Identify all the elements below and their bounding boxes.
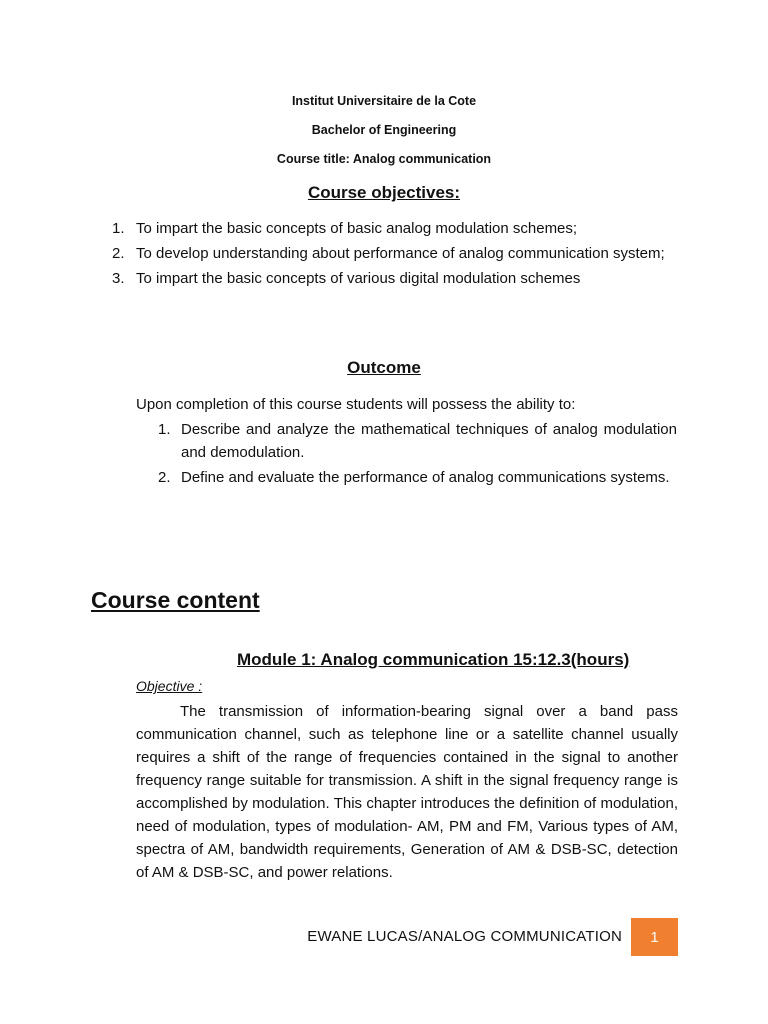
course-content-heading: Course content: [91, 587, 260, 613]
objectives-list: [112, 217, 677, 292]
footer-text: EWANE LUCAS/ANALOG COMMUNICATION: [307, 928, 622, 945]
list-item-text: Define and evaluate the performance of analog communications systems.: [181, 469, 670, 486]
list-item: [112, 217, 677, 240]
list-item-number: 2.: [158, 469, 171, 486]
outcome-list: [158, 418, 677, 491]
list-item: [112, 267, 677, 290]
outcome-intro: Upon completion of this course students will possess the ability to:: [136, 396, 576, 413]
program-name: Bachelor of Engineering: [311, 123, 457, 137]
list-item-number: 1.: [158, 421, 171, 438]
list-item-number: 2.: [112, 245, 125, 262]
institution-name: Institut Universitaire de la Cote: [291, 94, 477, 108]
objective-label: Objective :: [136, 678, 203, 694]
outcome-heading: Outcome: [347, 358, 421, 377]
module-title: Module 1: Analog communication 15:12.3(hours): [237, 650, 630, 669]
objective-paragraph: The transmission of information-bearing signal over a band pass communication channel, such as telephone line or a satellite channel usually requires a shift of the range of frequencies contained in the signal to another frequency range suitable for transmission. A shift in the signal frequency range is accomplished by modulation. This chapter introduces the definition of modulation, need of modulation, types of modulation- AM, PM and FM, Various types of AM, spectra of AM, bandwidth requirements, Generation of AM & DSB-SC, detection of AM & DSB-SC, and power relations.: [136, 703, 678, 881]
objectives-heading: Course objectives:: [307, 183, 461, 202]
list-item-number: 1.: [112, 220, 125, 237]
list-item-text: Describe and analyze the mathematical techniques of analog modulation and demodulation.: [181, 421, 677, 461]
page-footer: [0, 918, 768, 956]
list-item-text: To develop understanding about performance of analog communication system;: [136, 245, 665, 262]
list-item-number: 3.: [112, 270, 125, 287]
list-item: [158, 466, 677, 489]
list-item: [158, 418, 677, 464]
page-number-badge: 1: [631, 918, 678, 956]
list-item: [112, 242, 677, 265]
list-item-text: To impart the basic concepts of various digital modulation schemes: [136, 270, 581, 287]
list-item-text: To impart the basic concepts of basic analog modulation schemes;: [136, 220, 578, 237]
course-title: Course title: Analog communication: [276, 152, 492, 166]
